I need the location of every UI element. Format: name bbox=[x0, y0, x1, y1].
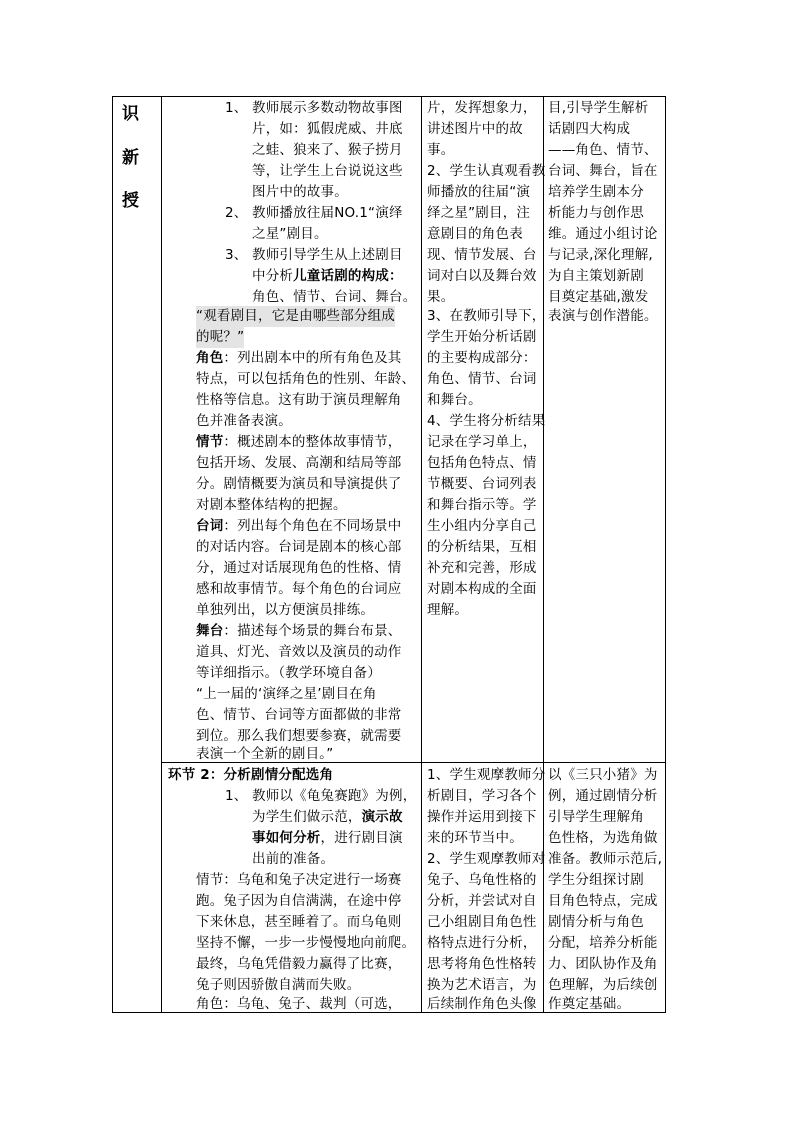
student-line: 析剧目，学习各个 bbox=[427, 788, 537, 804]
lines-paragraph-line: 单独列出，以方便演员排练。 bbox=[196, 602, 375, 618]
col-divider-1 bbox=[161, 96, 162, 1013]
student-line: 师播放的往届“演 bbox=[427, 184, 531, 200]
student-line: 的主要构成部分： bbox=[427, 350, 537, 366]
student-line: 记录在学习单上， bbox=[427, 434, 537, 450]
student-line: 绎之星”剧目，注 bbox=[427, 205, 531, 221]
plot-paragraph-line: 情节：乌龟和兔子决定进行一场赛 bbox=[196, 872, 402, 888]
list-number: 1、 bbox=[225, 788, 248, 804]
student-line: 果。 bbox=[427, 289, 455, 305]
student-line: 包括角色特点、情 bbox=[427, 455, 537, 471]
list-item-line: 之星”剧目。 bbox=[252, 226, 328, 242]
table-right-border bbox=[665, 96, 666, 1013]
role-paragraph-line: 特点，可以包括角色的性别、年龄、 bbox=[196, 371, 416, 387]
purpose-line: 引导学生理解角 bbox=[548, 809, 644, 825]
list-item-line: 等，让学生上台说说这些 bbox=[252, 163, 403, 179]
student-line: 意剧目的角色表 bbox=[427, 226, 523, 242]
plot-paragraph-line: 情节：概述剧本的整体故事情节， bbox=[196, 434, 402, 450]
purpose-line: ——角色、情节、 bbox=[548, 142, 658, 158]
side-heading-char: 新 bbox=[122, 148, 139, 168]
list-item-line: 为学生们做示范，演示故 bbox=[252, 809, 403, 825]
list-item-line: 出前的准备。 bbox=[252, 851, 335, 867]
student-line: 学生开始分析话剧 bbox=[427, 329, 537, 345]
col-divider-3 bbox=[543, 96, 544, 1013]
purpose-line: 作奠定基础。 bbox=[548, 996, 631, 1012]
list-item-line: 教师引导学生从上述剧目 bbox=[252, 247, 403, 263]
student-line: 2、学生观摩教师对 bbox=[427, 851, 546, 867]
col-divider-2 bbox=[421, 96, 422, 1013]
student-line: 理解。 bbox=[427, 602, 469, 618]
student-line: 现、情节发展、台 bbox=[427, 247, 537, 263]
closing-quote-line: 色、情节、台词等方面都做的非常 bbox=[196, 707, 402, 723]
student-line: 事。 bbox=[427, 142, 455, 158]
list-item-line: 片，如：狐假虎威、井底 bbox=[252, 121, 403, 137]
table-top-border bbox=[112, 96, 666, 97]
student-line: 的分析结果，互相 bbox=[427, 539, 537, 555]
table-bottom-border bbox=[112, 1012, 666, 1013]
list-item-line: 之蛙、狼来了、猴子捞月 bbox=[252, 142, 403, 158]
closing-quote-line: 到位。那么我们想要参赛，就需要 bbox=[196, 728, 402, 744]
list-item-line: 教师播放往届NO.1“演绎 bbox=[252, 205, 403, 221]
purpose-line: 剧情分析与角色 bbox=[548, 914, 644, 930]
purpose-line: 析能力与创作思 bbox=[548, 205, 644, 221]
student-line: 换为艺术语言，为 bbox=[427, 977, 537, 993]
plot-paragraph-line: 坚持不懈，一步一步慢慢地向前爬。 bbox=[196, 935, 416, 951]
question-line: 的呢？” bbox=[196, 327, 244, 348]
student-line: 操作并运用到接下 bbox=[427, 809, 537, 825]
student-line: 己小组剧目角色性 bbox=[427, 914, 537, 930]
list-item-line: 图片中的故事。 bbox=[252, 184, 348, 200]
roles-line: 角色：乌龟、兔子、裁判（可选， bbox=[196, 996, 402, 1012]
closing-quote-line: “上一届的‘演绎之星’剧目在角 bbox=[196, 686, 377, 702]
purpose-line: 与记录,深化理解, bbox=[548, 247, 653, 263]
purpose-line: 分配，培养分析能 bbox=[548, 935, 658, 951]
role-paragraph-line: 角色：列出剧本中的所有角色及其 bbox=[196, 350, 402, 366]
student-line: 和舞台指示等。学 bbox=[427, 497, 537, 513]
student-line: 节概要、台词列表 bbox=[427, 476, 537, 492]
stage-paragraph-line: 道具、灯光、音效以及演员的动作 bbox=[196, 644, 402, 660]
list-item-line: 中分析儿童话剧的构成： bbox=[252, 268, 403, 284]
plot-paragraph-line: 最终，乌龟凭借毅力赢得了比赛， bbox=[196, 956, 402, 972]
purpose-line: 色理解，为后续创 bbox=[548, 977, 658, 993]
stage-paragraph-line: 舞台：描述每个场景的舞台布景、 bbox=[196, 623, 402, 639]
side-heading-char: 授 bbox=[122, 191, 139, 211]
stage-paragraph-line: 等详细指示。（教学环境自备） bbox=[196, 665, 382, 681]
purpose-line: 为自主策划新剧 bbox=[548, 268, 644, 284]
student-line: 兔子、乌龟性格的 bbox=[427, 872, 537, 888]
list-item-line: 事如何分析，进行剧目演 bbox=[252, 830, 403, 846]
purpose-line: 目,引导学生解析 bbox=[548, 100, 649, 116]
student-line: 3、在教师引导下， bbox=[427, 308, 546, 324]
plot-paragraph-line: 下来休息，甚至睡着了。而乌龟则 bbox=[196, 914, 402, 930]
table-left-border bbox=[112, 96, 113, 1013]
student-line: 和舞台。 bbox=[427, 392, 482, 408]
student-line: 对剧本构成的全面 bbox=[427, 581, 537, 597]
purpose-line: 准备。教师示范后, bbox=[548, 851, 663, 867]
student-line: 词对白以及舞台效 bbox=[427, 268, 537, 284]
closing-quote-line: 表演一个全新的剧目。” bbox=[196, 746, 334, 762]
plot-paragraph-line: 包括开场、发展、高潮和结局等部 bbox=[196, 455, 402, 471]
student-line: 2、学生认真观看教 bbox=[427, 163, 546, 179]
purpose-line: 台词、舞台，旨在 bbox=[548, 163, 658, 179]
lines-paragraph-line: 的对话内容。台词是剧本的核心部 bbox=[196, 539, 402, 555]
role-paragraph-line: 色并准备表演。 bbox=[196, 413, 292, 429]
student-line: 4、学生将分析结果 bbox=[427, 413, 546, 429]
purpose-line: 培养学生剧本分 bbox=[548, 184, 644, 200]
plot-paragraph-line: 对剧本整体结构的把握。 bbox=[196, 497, 347, 513]
purpose-line: 例，通过剧情分析 bbox=[548, 788, 658, 804]
lines-paragraph-line: 台词：列出每个角色在不同场景中 bbox=[196, 518, 402, 534]
purpose-line: 学生分组探讨剧 bbox=[548, 872, 644, 888]
student-line: 格特点进行分析， bbox=[427, 935, 537, 951]
student-line: 来的环节当中。 bbox=[427, 830, 523, 846]
purpose-line: 表演与创作潜能。 bbox=[548, 308, 658, 324]
student-line: 思考将角色性格转 bbox=[427, 956, 537, 972]
lines-paragraph-line: 感和故事情节。每个角色的台词应 bbox=[196, 581, 402, 597]
list-item-line: 教师展示多数动物故事图 bbox=[252, 100, 403, 116]
role-paragraph-line: 性格等信息。这有助于演员理解角 bbox=[196, 392, 402, 408]
purpose-line: 目奠定基础,激发 bbox=[548, 289, 649, 305]
section2-title: 环节 2：分析剧情分配选角 bbox=[168, 767, 334, 783]
list-number: 2、 bbox=[225, 205, 248, 221]
purpose-line: 色性格，为选角做 bbox=[548, 830, 658, 846]
student-line: 讲述图片中的故 bbox=[427, 121, 523, 137]
list-number: 3、 bbox=[225, 247, 248, 263]
student-line: 后续制作角色头像 bbox=[427, 996, 537, 1012]
list-item-line: 角色、情节、台词、舞台。 bbox=[252, 289, 417, 305]
lines-paragraph-line: 分，通过对话展现角色的性格、情 bbox=[196, 560, 402, 576]
list-item-line: 教师以《龟兔赛跑》为例， bbox=[252, 788, 417, 804]
purpose-line: 以《三只小猪》为 bbox=[548, 767, 658, 783]
student-line: 角色、情节、台词 bbox=[427, 371, 537, 387]
student-line: 生小组内分享自己 bbox=[427, 518, 537, 534]
purpose-line: 话剧四大构成 bbox=[548, 121, 631, 137]
row-divider bbox=[161, 762, 666, 763]
question-line: “观看剧目，它是由哪些部分组成 bbox=[196, 306, 395, 327]
purpose-line: 目角色特点，完成 bbox=[548, 893, 658, 909]
list-number: 1、 bbox=[225, 100, 248, 116]
purpose-line: 力、团队协作及角 bbox=[548, 956, 658, 972]
student-line: 片，发挥想象力， bbox=[427, 100, 537, 116]
plot-paragraph-line: 跑。兔子因为自信满满，在途中停 bbox=[196, 893, 402, 909]
plot-paragraph-line: 兔子则因骄傲自满而失败。 bbox=[196, 977, 361, 993]
purpose-line: 维。通过小组讨论 bbox=[548, 226, 658, 242]
side-heading-char: 识 bbox=[122, 104, 139, 124]
student-line: 1、学生观摩教师分 bbox=[427, 767, 546, 783]
student-line: 补充和完善，形成 bbox=[427, 560, 537, 576]
plot-paragraph-line: 分。剧情概要为演员和导演提供了 bbox=[196, 476, 402, 492]
student-line: 分析，并尝试对自 bbox=[427, 893, 537, 909]
